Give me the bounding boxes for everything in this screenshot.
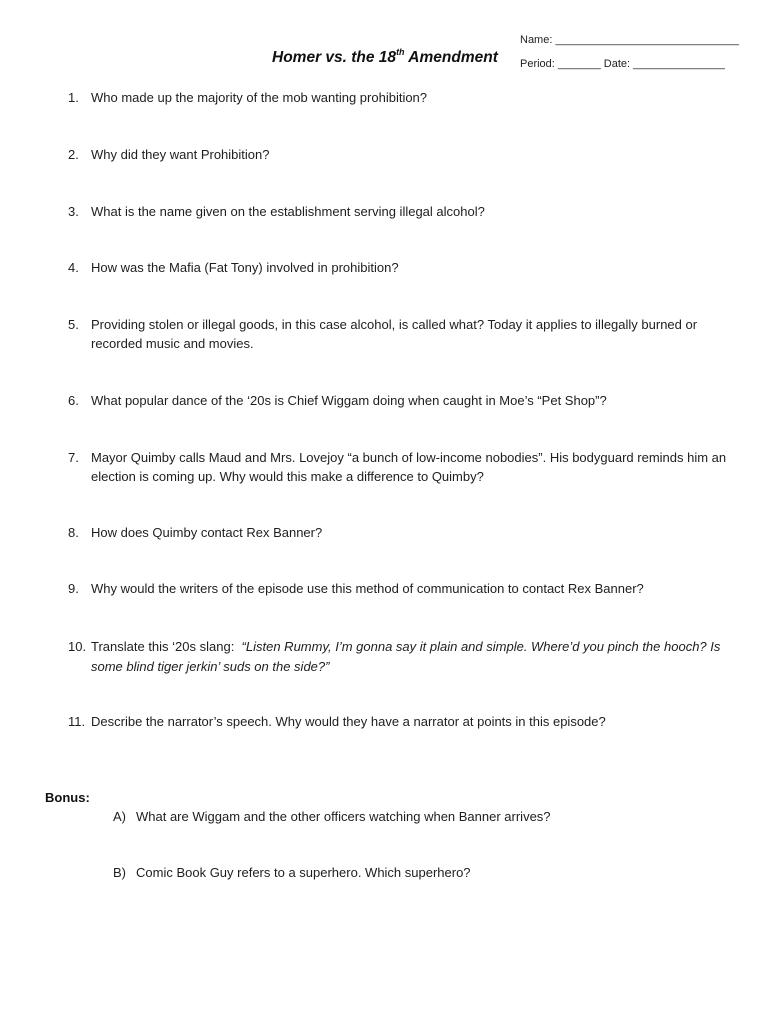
bonus-text: What are Wiggam and the other officers watching when Banner arrives? [136, 809, 551, 824]
bonus-item-b [113, 864, 471, 882]
question-3 [68, 203, 728, 222]
question-number: 5. [68, 317, 79, 332]
question-number: 2. [68, 147, 79, 162]
question-text: Translate this ‘20s slang: [91, 639, 235, 654]
question-number: 10. [68, 639, 87, 654]
question-number: 11. [68, 714, 86, 729]
slang-quote: “Listen Rummy, I’m gonna say it plain and simple. Where’d you pinch the hooch? Is some blind tiger jerkin’ suds on the side?” [91, 639, 721, 674]
name-field: Name: ______________________________ [520, 34, 739, 46]
question-number: 6. [68, 393, 79, 408]
question-text: How does Quimby contact Rex Banner? [91, 525, 323, 540]
question-text: Why would the writers of the episode use this method of communication to contact Rex Banner? [91, 581, 644, 596]
question-text: How was the Mafia (Fat Tony) involved in prohibition? [91, 260, 399, 275]
student-info-fields [520, 32, 739, 80]
worksheet-title [272, 48, 498, 67]
question-text: Why did they want Prohibition? [91, 147, 270, 162]
title-tail: Amendment [404, 49, 498, 67]
question-number: 8. [68, 525, 79, 540]
question-1 [68, 89, 728, 108]
question-6 [68, 392, 728, 411]
question-9 [68, 580, 728, 599]
bonus-text: Comic Book Guy refers to a superhero. Which superhero? [136, 865, 471, 880]
period-date-field: Period: _______ Date: _______________ [520, 58, 725, 70]
question-text-block [91, 637, 728, 677]
question-text: What is the name given on the establishment serving illegal alcohol? [91, 204, 485, 219]
question-text: Who made up the majority of the mob wanting prohibition? [91, 90, 428, 105]
question-number: 9. [68, 581, 79, 596]
question-text: What popular dance of the ‘20s is Chief Wiggam doing when caught in Moe’s “Pet Shop”? [91, 393, 607, 408]
question-2 [68, 146, 728, 165]
question-5 [68, 316, 728, 353]
question-number: 1. [68, 90, 79, 105]
question-number: 7. [68, 450, 79, 465]
bonus-letter: B) [113, 865, 126, 880]
title-main: Homer vs. the 18 [272, 49, 397, 67]
question-10 [68, 637, 728, 677]
title-superscript: th [396, 47, 405, 57]
question-number: 3. [68, 204, 79, 219]
question-4 [68, 259, 728, 278]
question-number: 4. [68, 260, 79, 275]
bonus-letter: A) [113, 809, 126, 824]
question-11 [68, 713, 728, 732]
bonus-item-a [113, 808, 551, 826]
question-text: Mayor Quimby calls Maud and Mrs. Lovejoy “a bunch of low-income nobodies”. His bodyguard reminds him an election is coming up. Why would this make a difference to Quimby? [91, 450, 727, 484]
question-text: Describe the narrator’s speech. Why would they have a narrator at points in this episode? [91, 714, 606, 729]
question-8 [68, 524, 728, 543]
question-text: Providing stolen or illegal goods, in this case alcohol, is called what? Today it applies to illegally burned or recorded music and movies. [91, 317, 698, 351]
bonus-heading: Bonus: [45, 790, 90, 805]
question-7 [68, 449, 728, 486]
